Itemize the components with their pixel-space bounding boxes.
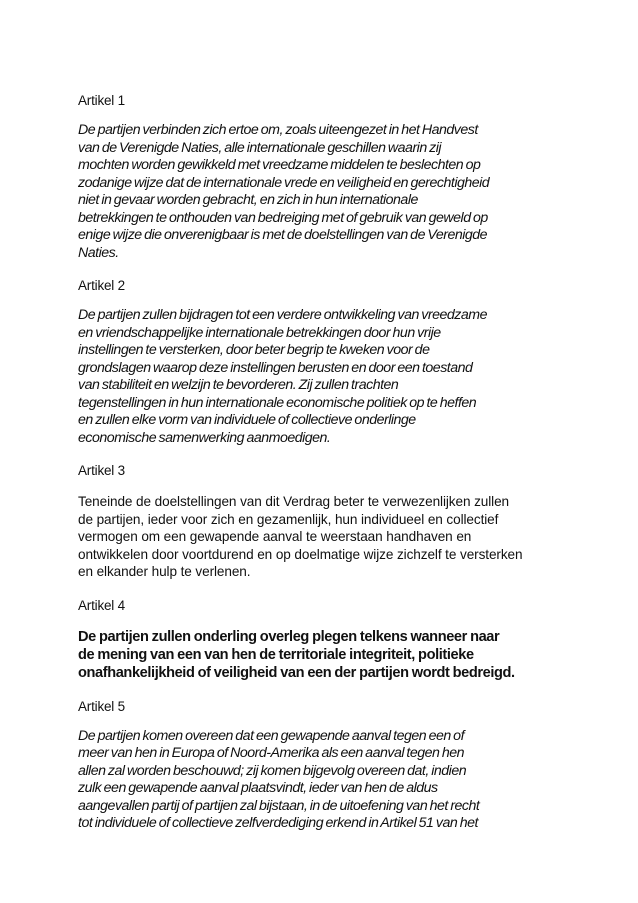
article-3-line: ontwikkelen door voortdurend en op doelmatige wijze zichzelf te versterken <box>78 546 523 562</box>
article-1-line: enige wijze die onverenigbaar is met de doelstellingen van de Verenigde <box>78 227 488 243</box>
article-3-line: Teneinde de doelstellingen van dit Verdrag beter te verwezenlijken zullen <box>78 494 510 509</box>
article-4-line: onafhankelijkheid of veiligheid van een der partijen wordt bedreigd. <box>78 664 515 681</box>
article-3-line: de partijen, ieder voor zich en gezamenlijk, hun individueel en collectief <box>78 511 499 527</box>
article-5-line: allen zal worden beschouwd; zij komen bijgevolg overeen dat, indien <box>78 762 467 779</box>
article-3 <box>78 462 568 581</box>
article-2-line: en vriendschappelijke internationale betrekkingen door hun vrije <box>78 324 441 341</box>
article-1-line: Naties. <box>78 244 119 261</box>
article-2-line: en zullen elke vorm van individuele of collectieve onderlinge <box>78 412 416 428</box>
article-2 <box>78 277 568 447</box>
article-4-text <box>78 628 568 682</box>
article-3-text <box>78 493 568 581</box>
article-1-line: betrekkingen te onthouden van bedreiging met of gebruik van geweld op <box>78 209 488 226</box>
article-5-line: zulk een gewapende aanval plaatsvindt, ieder van hen de aldus <box>78 780 438 796</box>
article-4-line: De partijen zullen onderling overleg plegen telkens wanneer naar <box>78 628 500 645</box>
article-2-line: economische samenwerking aanmoedigen. <box>78 429 331 446</box>
article-5-text <box>78 728 568 833</box>
article-4-heading: Artikel 4 <box>78 597 125 613</box>
article-3-line: vermogen om een gewapende aanval te weerstaan handhaven en <box>78 529 472 544</box>
article-3-heading: Artikel 3 <box>78 463 125 478</box>
article-2-line: De partijen zullen bijdragen tot een verdere ontwikkeling van vreedzame <box>78 307 487 323</box>
article-2-line: tegenstellingen in hun internationale economische politiek op te heffen <box>78 394 477 411</box>
article-5-line: meer van hen in Europa of Noord-Amerika als een aanval tegen hen <box>78 745 465 761</box>
article-5-line: aangevallen partij of partijen zal bijstaan, in de uitoefening van het recht <box>78 797 480 814</box>
article-1-text <box>78 122 568 262</box>
article-1-line: niet in gevaar worden gebracht, en zich in hun internationale <box>78 192 418 208</box>
article-2-line: grondslagen waarop deze instellingen berusten en door een toestand <box>78 359 473 376</box>
article-4 <box>78 597 568 682</box>
article-1-line: De partijen verbinden zich ertoe om, zoals uiteengezet in het Handvest <box>78 122 478 138</box>
article-1-line: van de Verenigde Naties, alle internationale geschillen waarin zij <box>78 139 442 156</box>
article-2-line: instellingen te versterken, door beter begrip te kweken voor de <box>78 342 430 358</box>
article-2-text <box>78 307 568 447</box>
article-2-line: van stabiliteit en welzijn te bevorderen. Zij zullen trachten <box>78 377 399 393</box>
article-5-heading: Artikel 5 <box>78 698 125 714</box>
article-1-heading: Artikel 1 <box>78 93 125 108</box>
article-5-line: De partijen komen overeen dat een gewapende aanval tegen een of <box>78 727 465 744</box>
article-3-line: en elkander hulp te verlenen. <box>78 564 251 579</box>
document-page <box>78 92 568 833</box>
article-1-line: mochten worden gewikkeld met vreedzame middelen te beslechten op <box>78 157 481 173</box>
article-5-line: tot individuele of collectieve zelfverdediging erkend in Artikel 51 van het <box>78 815 478 831</box>
article-4-line: de mening van een van hen de territoriale integriteit, politieke <box>78 646 474 663</box>
article-1 <box>78 92 568 262</box>
article-5 <box>78 698 568 833</box>
article-1-line: zodanige wijze dat de internationale vrede en veiligheid en gerechtigheid <box>78 174 490 191</box>
article-2-heading: Artikel 2 <box>78 278 125 293</box>
